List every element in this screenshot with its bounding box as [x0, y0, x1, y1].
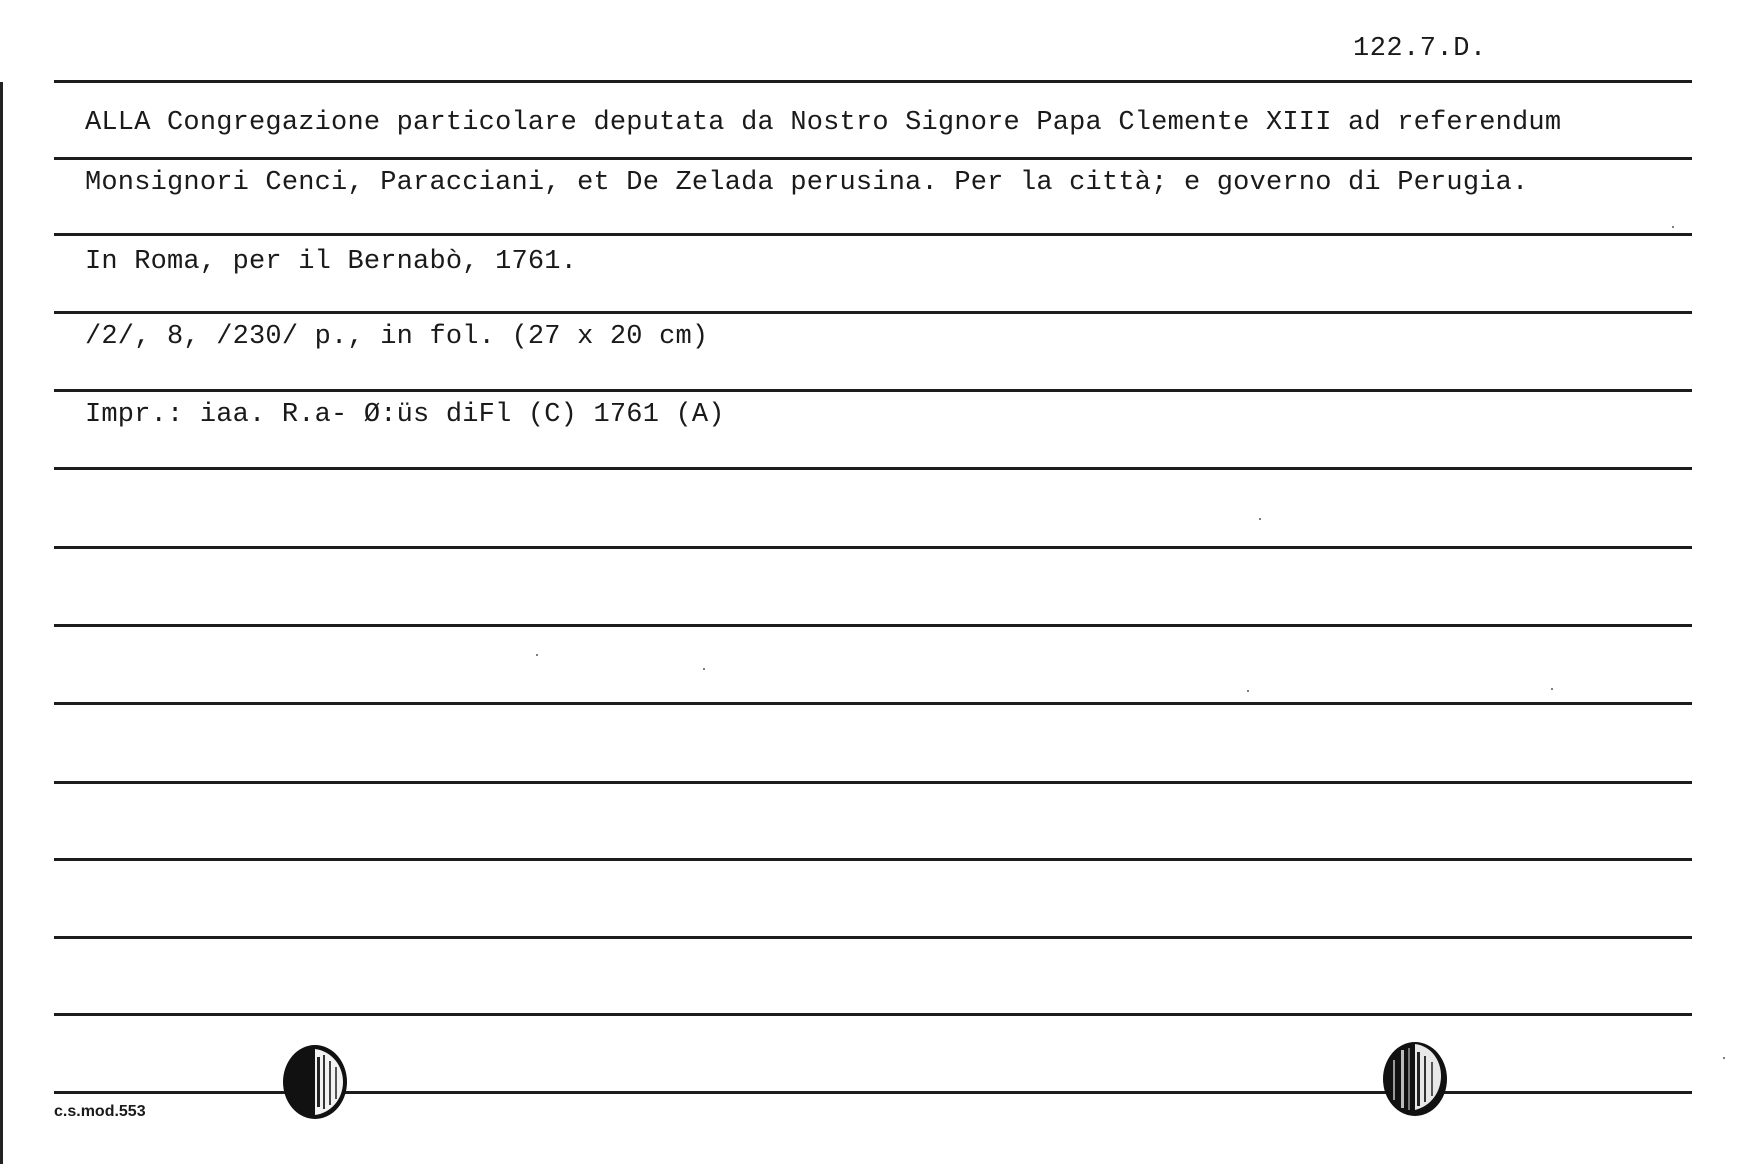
- shelfmark: 122.7.D.: [1353, 34, 1487, 64]
- ruled-line: [54, 936, 1692, 939]
- ruled-line: [54, 1013, 1692, 1016]
- card-left-edge: [0, 82, 3, 1164]
- imprint-line: In Roma, per il Bernabò, 1761.: [85, 247, 578, 277]
- scan-speck: [1551, 688, 1553, 690]
- scan-speck: [703, 668, 705, 670]
- ruled-line: [54, 389, 1692, 392]
- ruled-line: [54, 80, 1692, 83]
- ruled-line: [54, 467, 1692, 470]
- ruled-line: [54, 858, 1692, 861]
- punch-hole-icon: [281, 1043, 349, 1121]
- ruled-line: [54, 702, 1692, 705]
- collation-line: /2/, 8, /230/ p., in fol. (27 x 20 cm): [85, 322, 709, 352]
- punch-hole-icon: [1381, 1040, 1449, 1118]
- scan-speck: [1672, 226, 1674, 228]
- fingerprint-line: Impr.: iaa. R.a- Ø:üs diFl (C) 1761 (A): [85, 400, 725, 430]
- scan-speck: [1247, 690, 1249, 692]
- scan-speck: [1259, 518, 1261, 520]
- ruled-line: [54, 781, 1692, 784]
- scan-speck: [536, 654, 538, 656]
- form-code: c.s.mod.553: [54, 1103, 146, 1120]
- title-line: ALLA Congregazione particolare deputata da Nostro Signore Papa Clemente XIII ad referendum: [85, 108, 1562, 138]
- title-continuation-line: Monsignori Cenci, Paracciani, et De Zelada perusina. Per la città; e governo di Perugia.: [85, 168, 1529, 198]
- ruled-line: [54, 157, 1692, 160]
- scan-speck: [1723, 1057, 1725, 1059]
- ruled-line: [54, 546, 1692, 549]
- ruled-line: [54, 233, 1692, 236]
- ruled-line: [54, 311, 1692, 314]
- ruled-line: [54, 624, 1692, 627]
